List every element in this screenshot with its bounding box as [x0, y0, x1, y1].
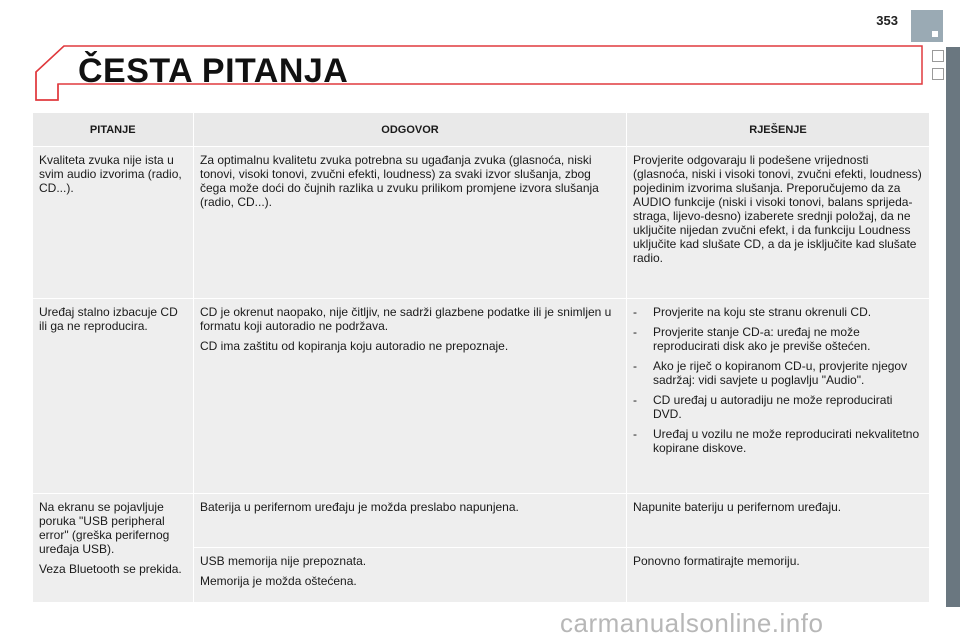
table-row	[33, 494, 930, 548]
list-item: - Provjerite na koju ste stranu okrenuli CD.	[633, 305, 923, 319]
question-text: Uređaj stalno izbacuje CD ili ga ne reproducira.	[39, 305, 178, 333]
answer-text: Baterija u perifernom uređaju je možda preslabo napunjena.	[200, 500, 519, 514]
nav-box-1[interactable]	[932, 50, 944, 62]
question-cell	[33, 299, 194, 494]
list-item: - Uređaj u vozilu ne može reproducirati nekvalitetno kopirane diskove.	[633, 427, 923, 455]
answer-cell	[194, 147, 627, 299]
answer-cell	[194, 494, 627, 548]
solution-cell	[627, 548, 930, 603]
solution-cell	[627, 494, 930, 548]
question-text: Kvaliteta zvuka nije ista u svim audio izvorima (radio, CD...).	[39, 153, 182, 195]
list-item: - Ako je riječ o kopiranom CD-u, provjerite njegov sadržaj: vidi savjete u poglavlju "Audio".	[633, 359, 923, 387]
list-item: - Provjerite stanje CD-a: uređaj ne može reproducirati disk ako je previše oštećen.	[633, 325, 923, 353]
corner-dot	[932, 31, 938, 37]
watermark-text: carmanualsonline.info	[560, 608, 824, 638]
question-text: Veza Bluetooth se prekida.	[39, 562, 182, 576]
question-cell	[33, 494, 194, 603]
solution-cell	[627, 299, 930, 494]
answer-text: CD ima zaštitu od kopiranja koju autoradio ne prepoznaje.	[200, 339, 509, 353]
answer-text: Za optimalnu kvalitetu zvuka potrebna su ugađanja zvuka (glasnoća, niski tonovi, visoki tonovi, zvučni efekti, loudness) za svaki izvor slušanja, zbog čega može doći do čujnih razlika u zvuku prilikom promjene izvora slušanja (radio, CD...).	[200, 153, 599, 209]
table-row	[33, 299, 930, 494]
page-number: 353	[876, 13, 898, 28]
faq-table	[32, 112, 930, 603]
answer-cell	[194, 299, 627, 494]
solution-text: Provjerite odgovaraju li podešene vrijednosti (glasnoća, niski i visoki tonovi, zvučni efekti, loudness) pojedinim izvorima slušanja. Preporučujemo da za AUDIO funkcije (niski i visoki tonovi, balans sprijeda-straga, lijevo-desno) izaberete srednji položaj, da ne uključite nijedan zvučni efekt, i da funkciju Loudness uključite kad slušate CD, a da je isključite kad slušate radio.	[633, 153, 922, 265]
answer-text: CD je okrenut naopako, nije čitljiv, ne sadrži glazbene podatke ili je snimljen u formatu koji autoradio ne podržava.	[200, 305, 612, 333]
answer-text: USB memorija nije prepoznata.	[200, 554, 367, 568]
solution-cell	[627, 147, 930, 299]
header-answer: ODGOVOR	[194, 113, 627, 147]
header-solution: RJEŠENJE	[627, 113, 930, 147]
question-cell	[33, 147, 194, 299]
table-row	[33, 147, 930, 299]
answer-cell	[194, 548, 627, 603]
nav-box-2[interactable]	[932, 68, 944, 80]
page-title: ČESTA PITANJA	[78, 52, 349, 90]
question-text: Na ekranu se pojavljuje poruka "USB peripheral error" (greška perifernog uređaja USB).	[39, 500, 170, 556]
solution-text: Napunite bateriju u perifernom uređaju.	[633, 500, 842, 514]
answer-text: Memorija je možda oštećena.	[200, 574, 357, 588]
solution-list	[633, 305, 923, 455]
list-item: - CD uređaj u autoradiju ne može reproducirati DVD.	[633, 393, 923, 421]
header-question: PITANJE	[33, 113, 194, 147]
table-header-row	[33, 113, 930, 147]
solution-text: Ponovno formatirajte memoriju.	[633, 554, 800, 568]
chapter-side-bar	[946, 47, 960, 607]
